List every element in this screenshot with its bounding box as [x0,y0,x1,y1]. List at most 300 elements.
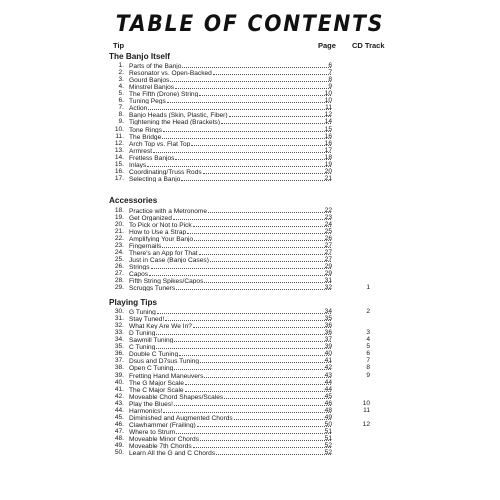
entry-number: 34. [114,336,124,344]
toc-entry[interactable] [0,154,500,161]
entry-leader [129,322,331,329]
dot-leader [193,322,331,328]
dot-leader [185,379,331,385]
dot-leader [147,161,331,167]
toc-entry[interactable] [0,407,500,414]
toc-entry[interactable] [0,111,500,118]
toc-entry[interactable] [0,76,500,83]
entry-title: Tone Rings [129,126,162,133]
entry-title: The Bridge [129,133,162,140]
entry-page: 8 [328,76,332,84]
entry-cd-track: 3 [366,329,370,337]
toc-entry[interactable] [0,207,500,214]
entry-leader [129,263,331,270]
column-header-cd-track: CD Track [352,41,385,50]
entry-cd-track: 4 [366,336,370,344]
toc-entry[interactable] [0,435,500,442]
entry-leader [129,372,331,379]
toc-entry[interactable] [0,343,500,350]
dot-leader [216,449,331,455]
entry-leader [129,133,331,140]
entry-number: 25. [114,255,124,263]
entry-leader [129,214,331,221]
entry-title: D Tuning [129,330,156,337]
entry-page: 27 [324,241,332,249]
entry-title: Parts of the Banjo [129,63,182,69]
dot-leader [229,111,331,117]
dot-leader [181,175,331,181]
toc-entry[interactable] [0,400,500,407]
entry-leader [129,379,331,386]
entry-leader [129,329,331,336]
entry-leader [129,207,331,214]
entry-page: 7 [328,69,332,77]
dot-leader [193,442,331,448]
entry-title: Play the Blues! [129,400,173,407]
entry-number: 4. [118,83,124,91]
dot-leader [204,372,331,378]
entry-title: Fingernails [129,242,162,249]
entry-number: 13. [114,146,124,154]
dot-leader [185,386,331,392]
entry-page: 42 [324,364,332,372]
section-heading: The Banjo Itself [109,51,170,61]
entry-cd-track: 11 [363,406,370,414]
entry-page: 52 [324,449,332,457]
entry-page: 24 [324,220,332,228]
entry-title: Capos [129,271,149,278]
dot-leader [174,364,331,370]
entry-leader [129,69,331,76]
dot-leader [213,69,331,75]
entry-page: 15 [324,125,332,133]
toc-entry[interactable] [0,214,500,221]
entry-number: 24. [114,248,124,256]
entry-number: 8. [118,111,124,119]
dot-leader [199,249,331,255]
entry-number: 23. [114,241,124,249]
entry-title: Amplifying Your Banjo [129,235,194,242]
entry-number: 16. [114,167,124,175]
entry-leader [129,364,331,371]
entry-title: Get Organized [129,214,172,221]
toc-entry[interactable] [0,118,500,125]
entry-leader [129,428,331,435]
toc-entry[interactable] [0,442,500,449]
entry-title: The Fifth (Drone) String [129,91,199,98]
dot-leader [199,90,331,96]
dot-leader [156,343,331,349]
entry-title: C Tuning [129,344,156,351]
entry-page: 52 [324,442,332,450]
entry-title: Moveable Chord Shapes/Scales [129,393,224,400]
entry-number: 7. [118,104,124,112]
entry-number: 6. [118,97,124,105]
entry-page: 48 [324,406,332,414]
entry-title: Resonator vs. Open-Backed [129,70,212,77]
entry-leader [129,118,331,125]
entry-page: 23 [324,213,332,221]
entry-page: 11 [325,104,332,112]
entry-page: 14 [324,118,332,126]
entry-page: 22 [324,206,332,214]
dot-leader [157,308,331,314]
entry-title: Minstrel Banjos [129,84,175,91]
entry-leader [129,90,331,97]
entry-leader [129,357,331,364]
entry-page: 18 [324,153,332,161]
entry-number: 45. [114,413,124,421]
entry-leader [129,400,331,407]
entry-number: 37. [114,357,124,365]
dot-leader [153,147,331,153]
entry-number: 10. [114,125,124,133]
entry-page: 39 [324,343,332,351]
entry-title: Selecting a Banjo [129,175,181,182]
entry-title: Sawmill Tuning [129,337,174,344]
entry-leader [129,414,331,421]
entry-page: 35 [324,315,332,323]
toc-entry[interactable] [0,161,500,168]
entry-page: 43 [324,371,332,379]
entry-leader [129,386,331,393]
entry-page: 20 [324,167,332,175]
toc-entry[interactable] [0,104,500,111]
toc-entry[interactable] [0,357,500,364]
toc-entry[interactable] [0,393,500,400]
toc-entry[interactable] [0,147,500,154]
entry-number: 36. [114,350,124,358]
dot-leader [175,83,331,89]
dot-leader [170,76,331,82]
entry-title: How to Use a Strap [129,228,187,235]
dot-leader [165,315,331,321]
entry-number: 12. [114,139,124,147]
entry-leader [129,249,331,256]
entry-number: 27. [114,270,124,278]
entry-leader [129,242,331,249]
dot-leader [175,154,331,160]
toc-entry[interactable] [0,449,500,456]
entry-title: Double C Tuning [129,351,179,358]
entry-leader [129,284,331,291]
entry-number: 28. [114,277,124,285]
entry-cd-track: 5 [366,343,370,351]
entry-leader [129,111,331,118]
toc-entry[interactable] [0,126,500,133]
entry-leader [129,315,331,322]
section-heading: Accessories [109,196,158,205]
toc-entry[interactable] [0,140,500,147]
entry-page: 16 [324,139,332,147]
toc-entry[interactable] [0,364,500,371]
entry-number: 19. [114,213,124,221]
entry-number: 48. [114,435,124,443]
entry-cd-track: 10 [362,399,370,407]
dot-leader [187,228,331,234]
toc-entry[interactable] [0,90,500,97]
entry-title: Stay Tuned! [129,316,165,323]
section-heading: Playing Tips [109,297,158,307]
entry-number: 14. [114,153,124,161]
entry-page: 51 [324,428,332,436]
dot-leader [167,97,331,103]
entry-number: 43. [114,399,124,407]
entry-page: 27 [324,248,332,256]
entry-number: 50. [114,449,124,457]
entry-title: Fretless Banjos [129,154,175,161]
dot-leader [191,140,331,146]
entry-number: 41. [114,385,124,393]
entry-page: 51 [324,435,332,443]
entry-cd-track: 9 [366,371,370,379]
column-header-page: Page [318,41,336,50]
toc-entry[interactable] [0,329,500,336]
entry-number: 29. [114,284,124,292]
dot-leader [162,242,331,248]
entry-number: 20. [114,220,124,228]
dot-leader [174,400,331,406]
entry-page: 44 [324,385,332,393]
entry-leader [129,221,331,228]
entry-number: 35. [114,343,124,351]
dot-leader [194,235,331,241]
entry-leader [129,161,331,168]
toc-entry[interactable] [0,386,500,393]
dot-leader [224,393,331,399]
dot-leader [148,104,331,110]
dot-leader [208,207,331,213]
entry-leader [129,421,331,428]
dot-leader [174,336,331,342]
entry-number: 38. [114,364,124,372]
entry-leader [129,154,331,161]
entry-leader [129,277,331,284]
entry-number: 22. [114,234,124,242]
entry-title: The G Major Scale [129,379,184,386]
entry-cd-track: 7 [366,357,370,365]
dot-leader [204,277,331,283]
entry-leader [129,336,331,343]
entry-page: 46 [324,399,332,407]
toc-entry[interactable] [0,350,500,357]
entry-number: 44. [114,406,124,414]
entry-page: 49 [324,413,332,421]
entry-page: 10 [324,90,332,98]
entry-title: Open C Tuning [129,365,174,372]
dot-leader [200,435,331,441]
dot-leader [203,168,331,174]
entry-number: 3. [118,76,124,84]
entry-page: 29 [324,262,332,270]
toc-entry[interactable] [0,322,500,329]
entry-leader [129,308,331,315]
entry-leader [129,140,331,147]
toc-entry[interactable] [0,133,500,140]
entry-title: Coordinating/Truss Rods [129,168,202,175]
entry-page: 19 [324,160,332,168]
entry-leader [129,393,331,400]
entry-page: 36 [324,329,332,337]
entry-number: 30. [114,308,124,315]
entry-title: Just in Case (Banjo Cases) [129,256,209,263]
entry-cd-track: 12 [362,420,370,428]
toc-entry[interactable] [0,249,500,256]
dot-leader [182,62,331,68]
entry-number: 31. [114,315,124,323]
toc-entry[interactable] [0,175,500,182]
toc-entry[interactable] [0,256,500,263]
dot-leader [176,284,331,290]
entry-page: 17 [324,146,332,154]
entry-number: 18. [114,206,124,214]
toc-entry[interactable] [0,228,500,235]
dot-leader [163,126,331,132]
entry-number: 39. [114,371,124,379]
entry-leader [129,449,331,456]
entry-page: 26 [324,234,332,242]
entry-title: There's an App for That [129,249,198,256]
entry-number: 49. [114,442,124,450]
entry-page: 25 [324,227,332,235]
entry-page: 12 [324,111,332,119]
entry-title: What Key Are We In? [129,323,192,330]
entry-number: 5. [118,90,124,98]
toc-entry[interactable] [0,284,500,291]
toc-entry[interactable] [0,315,500,322]
entry-cd-track: 1 [366,284,370,292]
dot-leader [197,421,331,427]
dot-leader [163,407,331,413]
entry-title: Harmonics! [129,407,163,414]
toc-entry[interactable] [0,83,500,90]
entry-title: The C Major Scale [129,386,184,393]
entry-leader [129,147,331,154]
entry-title: To Pick or Not to Pick [129,221,192,228]
page-title: TABLE OF CONTENTS [115,12,385,37]
entry-number: 40. [114,378,124,386]
entry-page: 50 [324,420,332,428]
entry-title: G Tuning [129,309,156,315]
dot-leader [162,133,331,139]
entry-leader [129,175,331,182]
dot-leader [193,221,331,227]
entry-page: 44 [324,378,332,386]
toc-entry[interactable] [0,69,500,76]
entry-title: Scruggs Tuners [129,285,176,292]
entry-title: Armrest [129,147,153,154]
entry-title: Inlays [129,161,147,168]
entry-page: 21 [324,174,332,182]
entry-title: Moveable 7th Chords [129,443,192,450]
entry-leader [129,256,331,263]
entry-leader [129,168,331,175]
dot-leader [200,357,331,363]
entry-page: 31 [324,277,332,285]
entry-leader [129,97,331,104]
toc-entry[interactable] [0,263,500,270]
entry-page: 34 [324,308,332,315]
entry-leader [129,235,331,242]
entry-title: Banjo Heads (Skin, Plastic, Fiber) [129,112,228,119]
entry-number: 2. [118,69,124,77]
dot-leader [234,414,331,420]
entry-page: 41 [324,357,332,365]
entry-title: Practice with a Metronome [129,207,208,214]
toc-entry[interactable] [0,428,500,435]
entry-number: 47. [114,428,124,436]
dot-leader [151,263,331,269]
entry-leader [129,343,331,350]
entry-leader [129,407,331,414]
toc-entry[interactable] [0,336,500,343]
entry-number: 21. [114,227,124,235]
toc-entry[interactable] [0,168,500,175]
entry-title: Gourd Banjos [129,77,170,84]
entry-page: 37 [324,336,332,344]
entry-title: Fifth String Spikes/Capos [129,278,204,285]
toc-entry[interactable] [0,277,500,284]
toc-entry[interactable] [0,97,500,104]
entry-title: Diminished and Augmented Chords [129,414,233,421]
toc-entry[interactable] [0,235,500,242]
toc-entry[interactable] [0,308,500,315]
dot-leader [156,329,331,335]
entry-number: 42. [114,392,124,400]
entry-number: 15. [114,160,124,168]
toc-entry[interactable] [0,242,500,249]
entry-leader [129,62,331,69]
toc-entry[interactable] [0,421,500,428]
entry-page: 9 [328,83,332,91]
entry-leader [129,228,331,235]
toc-entry[interactable] [0,372,500,379]
entry-leader [129,104,331,111]
toc-entry[interactable] [0,62,500,69]
entry-leader [129,435,331,442]
dot-leader [173,214,331,220]
entry-leader [129,442,331,449]
dot-leader [176,428,331,434]
toc-entry[interactable] [0,379,500,386]
entry-leader [129,350,331,357]
entry-title: Action [129,105,148,112]
entry-page: 45 [324,392,332,400]
entry-title: Learn All the G and C Chords [129,450,216,457]
entry-title: Arch Top vs. Flat Top [129,140,191,147]
entry-number: 9. [118,118,124,126]
entry-number: 1. [118,62,124,69]
entry-number: 46. [114,420,124,428]
entry-page: 16 [324,132,332,140]
entry-leader [129,83,331,90]
column-header-tip: Tip [113,41,125,50]
toc-entry[interactable] [0,270,500,277]
entry-page: 27 [324,255,332,263]
entry-leader [129,76,331,83]
dot-leader [210,256,331,262]
toc-entry[interactable] [0,221,500,228]
entry-page: 40 [324,350,332,358]
entry-title: Fretting Hand Maneuvers [129,372,204,379]
toc-entry[interactable] [0,414,500,421]
entry-leader [129,126,331,133]
dot-leader [149,270,331,276]
entry-title: Moveable Minor Chords [129,436,199,443]
entry-page: 6 [328,62,332,69]
entry-title: Where to Strum [129,429,176,436]
entry-number: 26. [114,262,124,270]
